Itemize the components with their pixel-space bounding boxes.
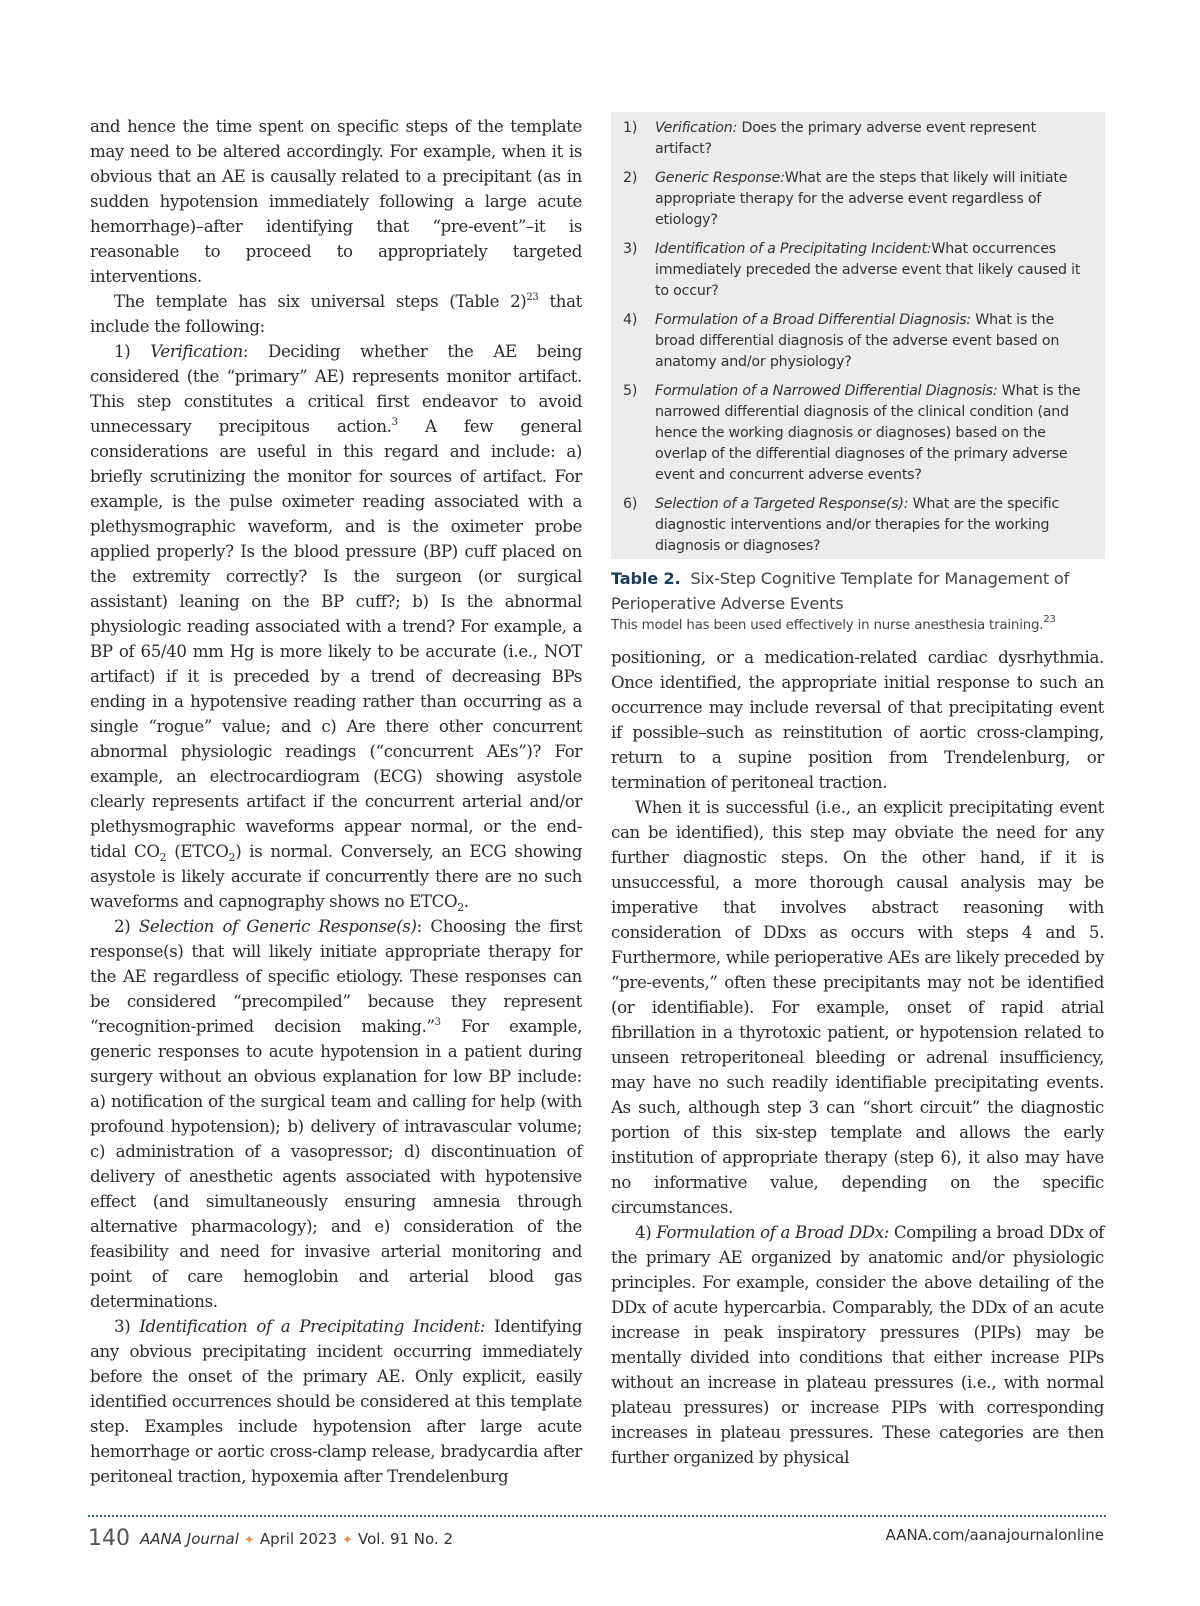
caption-label: Table 2. bbox=[611, 569, 681, 588]
step-term: Formulation of a Broad DDx: bbox=[656, 1223, 889, 1242]
item-text: What occurrences immediately preceded the adverse event that likely caused it to occur? bbox=[655, 241, 1081, 299]
step-number: 4) bbox=[635, 1223, 657, 1242]
step-term: Identification of a Precipitating Incident: bbox=[139, 1317, 486, 1336]
item-term: Formulation of a Narrowed Differential Diagnosis: bbox=[655, 383, 998, 399]
item-number: 3) bbox=[623, 241, 638, 257]
item-term: Formulation of a Broad Differential Diagnosis: bbox=[655, 312, 971, 328]
paragraph-step-3 bbox=[90, 1314, 582, 1489]
text: : Choosing the first response(s) that will likely initiate appropriate therapy for the AE regardless of specific etiology. These responses can be considered “precompiled” because they represent “recognition-primed decision making.” bbox=[90, 917, 583, 1036]
paragraph bbox=[90, 289, 582, 339]
paragraph-step-1 bbox=[90, 339, 582, 914]
item-term: Generic Response: bbox=[655, 170, 785, 186]
item-number: 1) bbox=[623, 120, 638, 136]
item-number: 5) bbox=[623, 383, 638, 399]
text: A few general considerations are useful in this regard and include: a) briefly scrutinizing the monitor for sources of artifact. For example, is the pulse oximeter reading associated with a plethysmographic waveform, and is the oximeter probe applied properly? Is the blood pressure (BP) cuff placed on the extremity correctly? Is the surgeon (or surgical assistant) leaning on the BP cuff?; b) Is the abnormal physiologic reading associated with a trend? For example, a BP of 65/40 mm Hg is more likely to be accurate (i.e., NOT artifact) if it is preceded by a trend of decreasing BPs ending in a hypotensive reading rather than occurring as a single “rogue” value; and c) Are there other concurrent abnormal physiologic readings (“concurrent AEs”)? For example, an electrocardiogram (ECG) showing asystole clearly represents artifact if the concurrent arterial and/or plethysmographic waveforms appear normal, or the end-tidal CO bbox=[90, 417, 583, 861]
item-number: 4) bbox=[623, 312, 638, 328]
table-item bbox=[623, 168, 1093, 231]
text: : Deciding whether the AE being considered (the “primary” AE) represents monitor artifact. This step constitutes a critical first endeavor to avoid unnecessary precipitous action. bbox=[90, 342, 582, 436]
text: . bbox=[463, 892, 469, 911]
subscript: 2 bbox=[159, 851, 167, 864]
citation: 23 bbox=[1043, 614, 1056, 625]
citation: 3 bbox=[434, 1017, 441, 1028]
item-text: What is the broad differential diagnosis of the adverse event based on anatomy and/or physiology? bbox=[655, 312, 1060, 370]
paragraph: positioning, or a medication-related cardiac dysrhythmia. Once identified, the appropriate initial response to such an occurrence may include reversal of that precipitating event if possible–such as reinstitution of aortic cross-clamping, return to a supine position from Trendelenburg, or termination of peritoneal traction. bbox=[611, 648, 1104, 792]
caption-text: Six-Step Cognitive Template for Management of Perioperative Adverse Events bbox=[611, 569, 1070, 613]
page-number: 140 bbox=[88, 1526, 130, 1551]
table-2-box bbox=[611, 112, 1105, 559]
volume: Vol. 91 No. 2 bbox=[357, 1530, 454, 1548]
citation: 3 bbox=[391, 417, 398, 428]
journal-name: AANA Journal bbox=[140, 1530, 239, 1548]
text: Identifying any obvious precipitating incident occurring immediately before the onset of the primary AE. Only explicit, easily identified occurrences should be considered at this template step. Examples include hypotension after large acute hemorrhage or aortic cross-clamp release, bradycardia after peritoneal traction, hypoxemia after Trendelenburg bbox=[90, 1317, 582, 1486]
item-text: What are the specific diagnostic interventions and/or therapies for the working diagnosis or diagnoses? bbox=[655, 496, 1060, 554]
table-item bbox=[623, 381, 1093, 486]
step-term: Selection of Generic Response(s) bbox=[138, 917, 417, 936]
text: The template has six universal steps (Table 2) bbox=[114, 292, 527, 311]
table-item bbox=[623, 310, 1093, 373]
item-term: Identification of a Precipitating Incident: bbox=[655, 241, 932, 257]
paragraph-step-4 bbox=[611, 1220, 1104, 1470]
separator-icon: ✦ bbox=[342, 1533, 353, 1548]
subscript: 2 bbox=[228, 851, 236, 864]
item-text: Does the primary adverse event represent artifact? bbox=[655, 120, 1036, 157]
item-term: Verification: bbox=[655, 120, 738, 136]
paragraph: When it is successful (i.e., an explicit precipitating event can be identified), this step may obviate the need for any further diagnostic steps. On the other hand, if it is unsuccessful, a more thorough causal analysis may be imperative that involves abstract reasoning with consideration of DDxs as occurs with steps 4 and 5. Furthermore, while perioperative AEs are likely preceded by “pre-events,” often these precipitants may not be identified (or identifiable). For example, onset of rapid atrial fibrillation in a thyrotoxic patient, or hypotension related to unseen retroperitoneal bleeding or adrenal insufficiency, may have no such readily identifiable precipitating events. As such, although step 3 can “short circuit” the diagnostic portion of this six-step template and allows the early institution of appropriate therapy (step 6), it also may have no informative value, depending on the specific circumstances. bbox=[611, 798, 1104, 1217]
note-text: This model has been used effectively in nurse anesthesia training. bbox=[611, 618, 1044, 633]
paragraph: and hence the time spent on specific steps of the template may need to be altered accordingly. For example, when it is obvious that an AE is causally related to a precipitant (as in sudden hypotension immediately following a large acute hemorrhage)–after identifying that “pre-event”–it is reasonable to proceed to appropriately targeted interventions. bbox=[90, 117, 582, 286]
step-number: 3) bbox=[114, 1317, 140, 1336]
text: that include the following: bbox=[90, 292, 582, 336]
table-note bbox=[611, 616, 1105, 636]
paragraph-step-2 bbox=[90, 914, 582, 1314]
item-text: What are the steps that likely will initiate appropriate therapy for the adverse event regardless of etiology? bbox=[655, 170, 1068, 228]
item-text: What is the narrowed differential diagnosis of the clinical condition (and hence the working diagnosis or diagnoses) based on the overlap of the differential diagnoses of the primary adverse event and concurrent adverse events? bbox=[655, 383, 1081, 483]
text: Compiling a broad DDx of the primary AE organized by anatomic and/or physiologic principles. For example, consider the above detailing of the DDx of acute hypercarbia. Comparably, the DDx of an acute increase in peak inspiratory pressures (PIPs) may be mentally divided into conditions that either increase PIPs without an increase in plateau pressures (i.e., with normal plateau pressures) or increase PIPs with corresponding increases in plateau pressures. These categories are then further organized by physical bbox=[611, 1223, 1105, 1467]
journal-url[interactable]: AANA.com/aanajournalonline bbox=[885, 1526, 1104, 1544]
table-item bbox=[623, 239, 1093, 302]
left-column bbox=[90, 114, 582, 1489]
right-column bbox=[611, 645, 1104, 1470]
citation: 23 bbox=[526, 292, 539, 303]
footer-divider bbox=[88, 1515, 1106, 1517]
text: For example, generic responses to acute hypotension in a patient during surgery without an obvious explanation for low BP include: a) notification of the surgical team and calling for help (with profound hypotension); b) delivery of intravascular volume; c) administration of a vasopressor; d) discontinuation of delivery of anesthetic agents associated with hypotensive effect (and simultaneously ensuring amnesia through alternative pharmacology); and e) consideration of the feasibility and need for invasive arterial monitoring and point of care hemoglobin and arterial blood gas determinations. bbox=[90, 1017, 583, 1311]
subscript: 2 bbox=[457, 901, 464, 914]
separator-icon: ✦ bbox=[243, 1533, 255, 1548]
item-term: Selection of a Targeted Response(s): bbox=[655, 496, 909, 512]
table-item bbox=[623, 118, 1093, 160]
table-item bbox=[623, 494, 1093, 557]
step-number: 2) bbox=[114, 917, 139, 936]
text: (ETCO bbox=[166, 842, 229, 861]
item-number: 6) bbox=[623, 496, 638, 512]
step-term: Verification bbox=[150, 342, 243, 361]
issue-date: April 2023 bbox=[259, 1530, 338, 1548]
step-number: 1) bbox=[114, 342, 151, 361]
text: ) is normal. Conversely, an ECG showing asystole is likely accurate if concurrently there are no such waveforms and capnography shows no ETCO bbox=[90, 842, 582, 911]
footer-left bbox=[88, 1526, 453, 1551]
table-caption bbox=[611, 566, 1105, 616]
item-number: 2) bbox=[623, 170, 638, 186]
